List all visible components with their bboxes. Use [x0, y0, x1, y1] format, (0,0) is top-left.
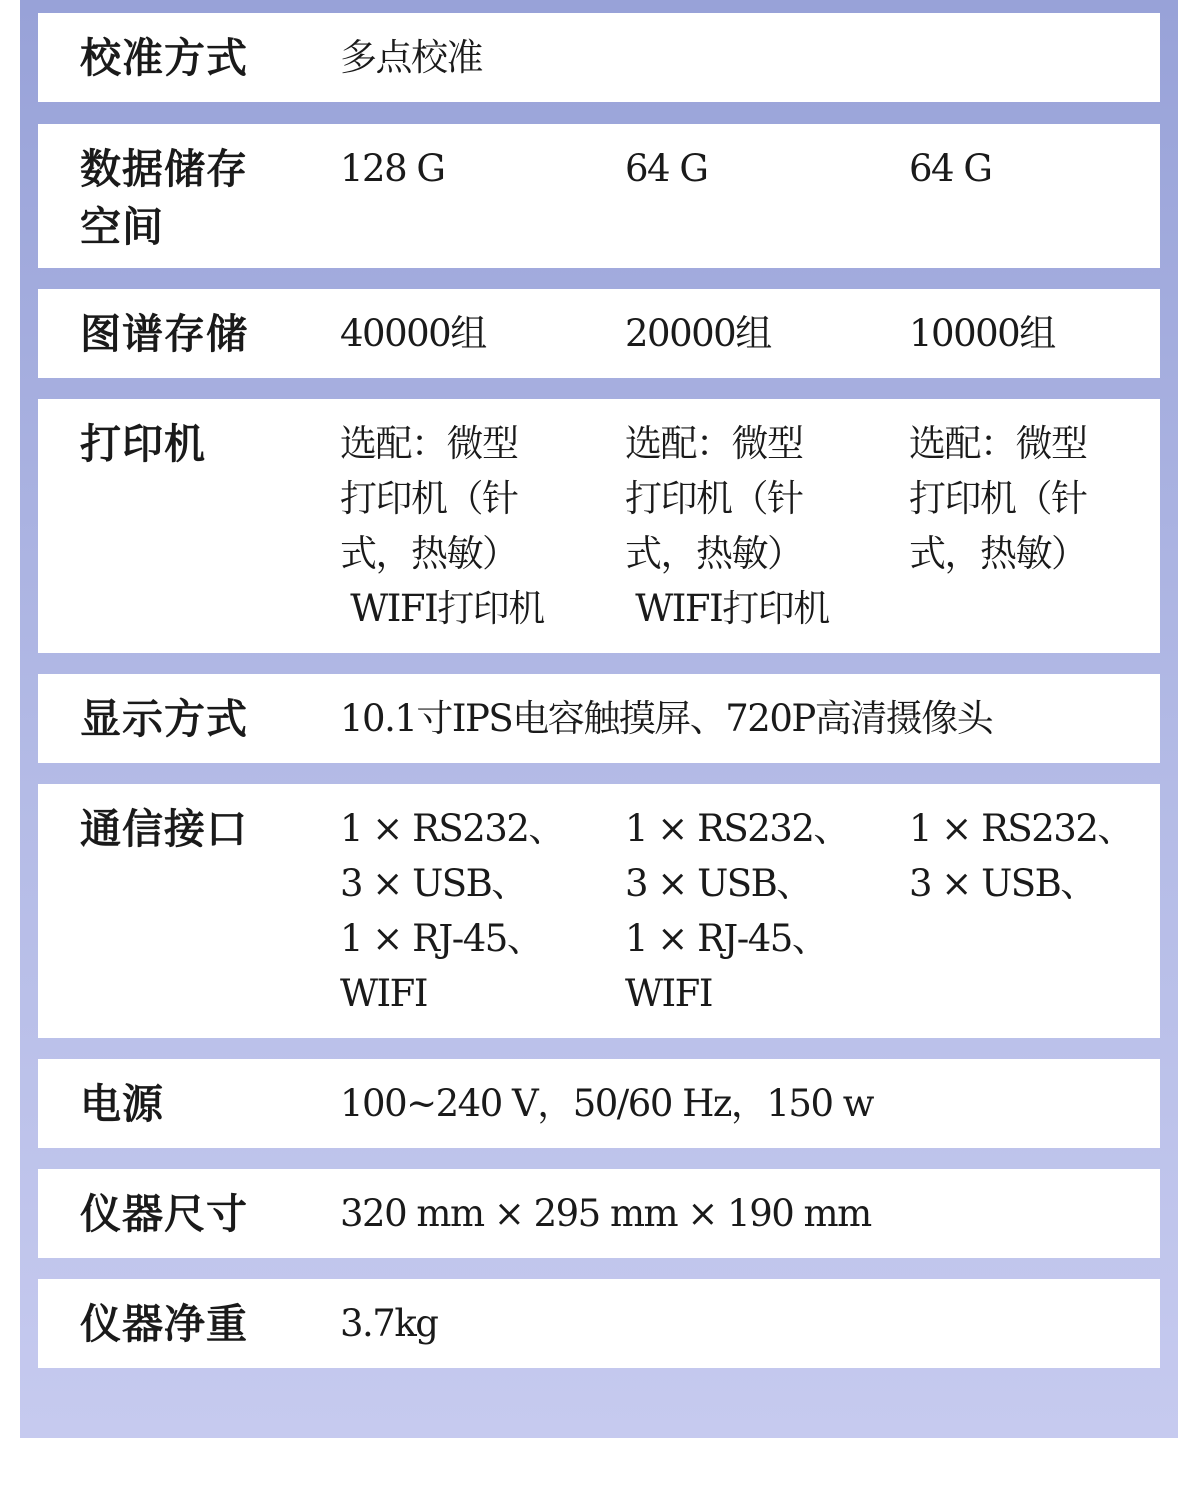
spec-value: 10.1寸IPS电容触摸屏、720P高清摄像头	[340, 697, 993, 740]
spec-value: 64 G	[625, 147, 708, 190]
spec-row-power	[38, 1059, 1160, 1148]
spec-value-line: 1 × RS232、	[340, 807, 564, 850]
spec-value-line: 式，热敏）	[909, 532, 1087, 575]
spec-value: 320 mm × 295 mm × 190 mm	[340, 1192, 871, 1235]
spec-label: 图谱存储	[80, 310, 248, 358]
spec-value-line: 打印机（针	[909, 477, 1087, 520]
spec-value	[625, 416, 829, 636]
spec-label-line: 数据储存	[80, 145, 248, 193]
spec-value-line: 3 × USB、	[909, 862, 1096, 905]
spec-label: 仪器尺寸	[80, 1190, 248, 1238]
spec-label-line: 空间	[80, 203, 164, 251]
spec-value: 10000组	[909, 312, 1055, 355]
spec-value: 3.7kg	[340, 1302, 438, 1345]
spec-value-line: 1 × RJ-45、	[625, 917, 828, 960]
spec-value: 128 G	[340, 147, 445, 190]
spec-value	[340, 801, 564, 1021]
spec-value-line: 选配：微型	[340, 422, 518, 465]
spec-row-calibration	[38, 13, 1160, 102]
spec-value: 64 G	[909, 147, 992, 190]
spec-value-line: WIFI	[625, 972, 712, 1015]
spec-value-line: 选配：微型	[909, 422, 1087, 465]
spec-label: 电源	[80, 1080, 164, 1128]
spec-label: 打印机	[80, 420, 206, 468]
spec-value-line: 式，热敏）	[625, 532, 803, 575]
spec-value-line: 3 × USB、	[625, 862, 812, 905]
spec-label	[80, 140, 248, 256]
spec-value-line: 打印机（针	[340, 477, 518, 520]
spec-value: 20000组	[625, 312, 771, 355]
spec-label: 仪器净重	[80, 1300, 248, 1348]
spec-label: 显示方式	[80, 695, 248, 743]
spec-value	[909, 801, 1133, 911]
spec-label: 通信接口	[80, 805, 248, 853]
spec-row-interfaces	[38, 784, 1160, 1038]
spec-row-display	[38, 674, 1160, 763]
spec-row-printer	[38, 399, 1160, 653]
spec-value: 40000组	[340, 312, 486, 355]
spec-value: 100~240 V，50/60 Hz，150 w	[340, 1082, 873, 1125]
spec-value-line: WIFI	[340, 972, 427, 1015]
spec-value-line: 式，热敏）	[340, 532, 518, 575]
spec-value	[625, 801, 849, 1021]
spec-value	[340, 416, 544, 636]
spec-value-line: 选配：微型	[625, 422, 803, 465]
spec-value-line: WIFI打印机	[625, 587, 829, 630]
spec-value	[909, 416, 1087, 581]
spec-value-line: 1 × RS232、	[909, 807, 1133, 850]
spec-value-line: 3 × USB、	[340, 862, 527, 905]
spec-row-dimensions	[38, 1169, 1160, 1258]
spec-label: 校准方式	[80, 34, 248, 82]
spec-value-line: 打印机（针	[625, 477, 803, 520]
spec-value-line: 1 × RS232、	[625, 807, 849, 850]
spec-value-line: WIFI打印机	[340, 587, 544, 630]
spec-row-weight	[38, 1279, 1160, 1368]
spec-value-line: 1 × RJ-45、	[340, 917, 543, 960]
spec-row-spectrum-storage	[38, 289, 1160, 378]
spec-value: 多点校准	[340, 36, 482, 79]
spec-row-storage	[38, 124, 1160, 268]
